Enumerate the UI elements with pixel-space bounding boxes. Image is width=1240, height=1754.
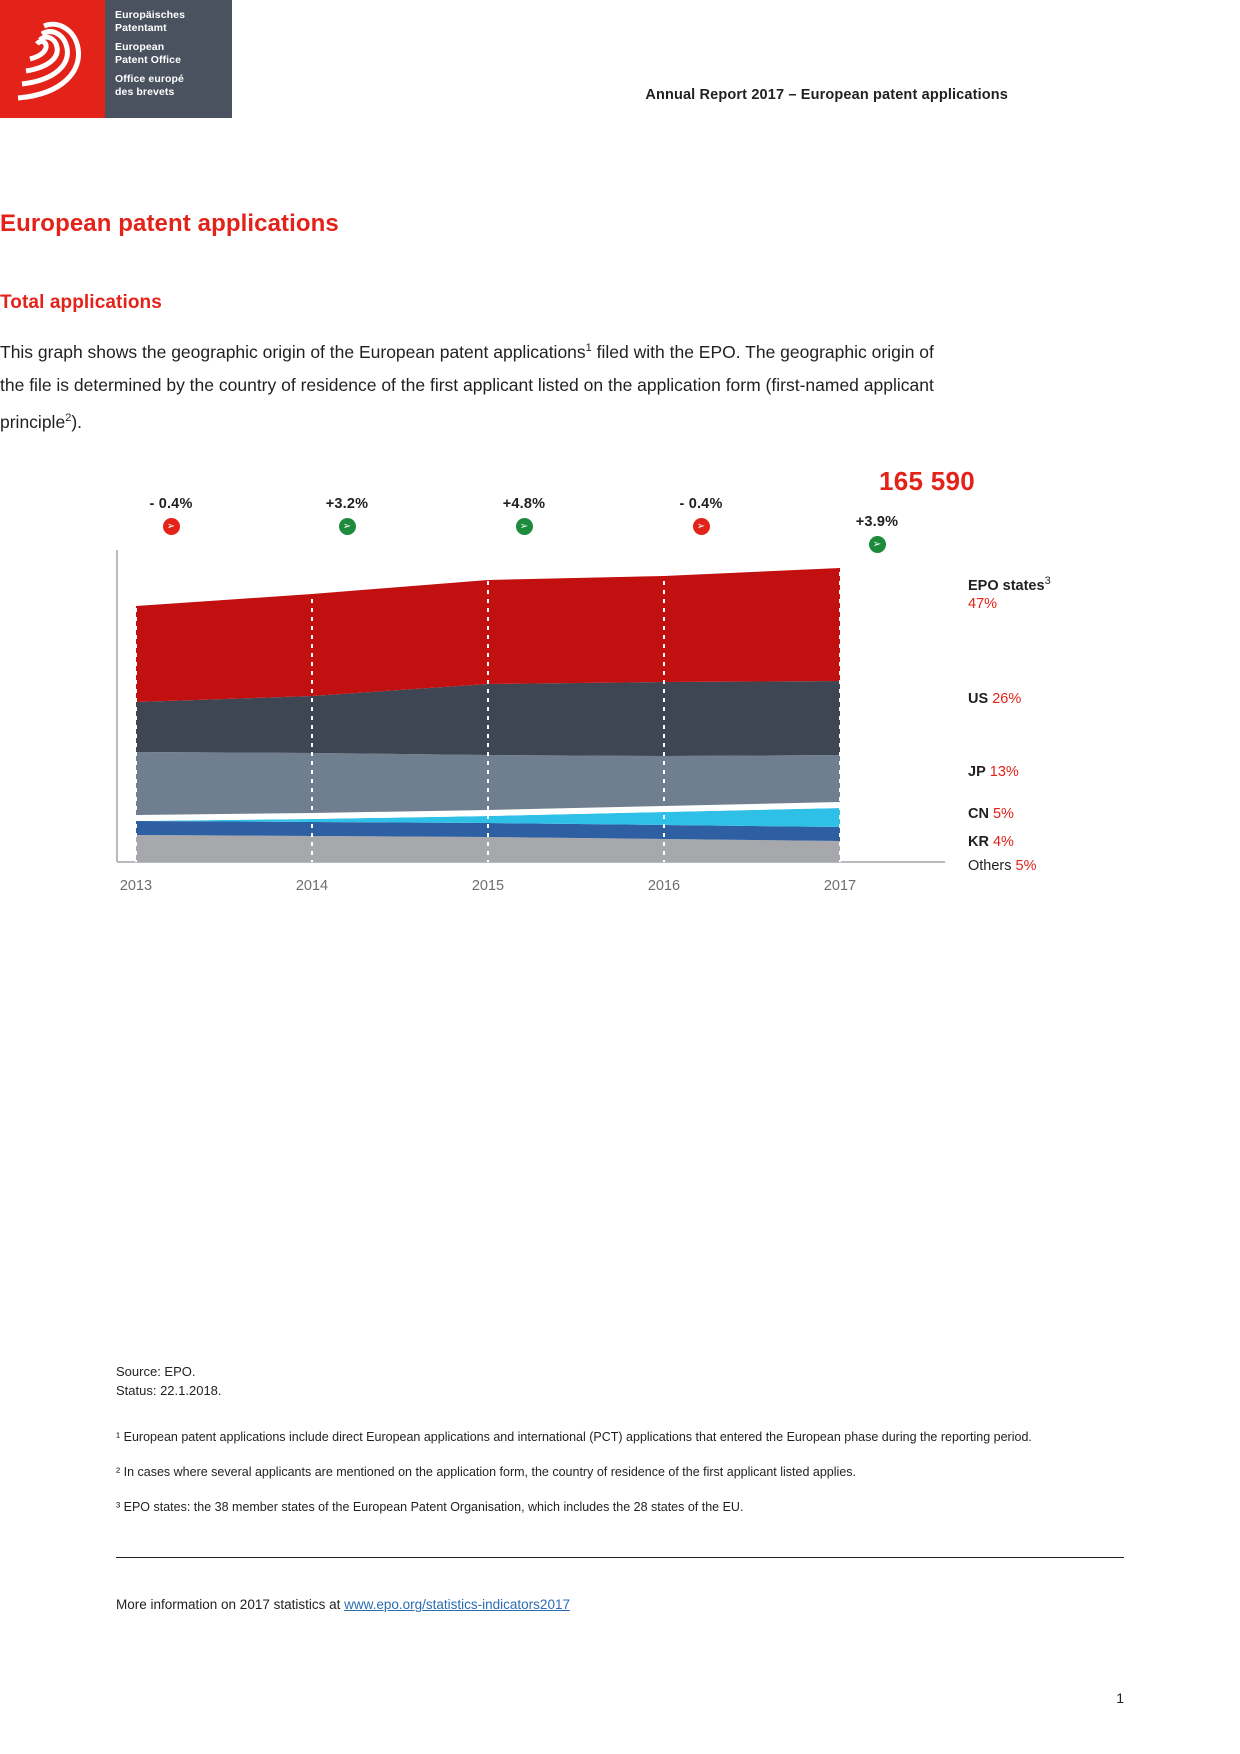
growth-2014	[287, 496, 407, 535]
legend-cn-share: 5%	[992, 806, 1014, 822]
legend-jp-share: 13%	[989, 764, 1019, 780]
x-tick-2016: 2016	[647, 878, 681, 894]
legend-kr	[968, 833, 1014, 851]
x-tick-2015: 2015	[471, 878, 505, 894]
statistics-link[interactable]: www.epo.org/statistics-indicators2017	[344, 1597, 570, 1612]
header-title: Annual Report 2017 – European patent applications	[645, 87, 1008, 103]
legend-others-name: Others	[968, 858, 1012, 874]
legend-kr-share: 4%	[992, 834, 1014, 850]
intro-text-3: ).	[71, 411, 83, 432]
chart-legend	[968, 550, 1148, 874]
footnotes-block	[116, 1428, 1096, 1533]
logo-line-fr-1: Office europé	[115, 73, 184, 85]
growth-2016-label: - 0.4%	[679, 496, 723, 512]
epo-swirl-icon	[12, 14, 92, 104]
footnote-3: ³ EPO states: the 38 member states of the European Patent Organisation, which includes the 28 states of the EU.	[116, 1500, 744, 1514]
more-info-line	[116, 1597, 570, 1612]
growth-2015-up-arrow-icon: ➢	[516, 518, 533, 535]
source-line: Source: EPO.	[116, 1364, 196, 1379]
legend-kr-name: KR	[968, 834, 989, 850]
legend-jp	[968, 763, 1019, 781]
intro-footnote-ref-1: 1	[585, 342, 592, 354]
logo-line-en-2: Patent Office	[115, 53, 182, 66]
x-tick-2013: 2013	[119, 878, 153, 894]
epo-logo	[0, 0, 232, 118]
growth-2017-up-arrow-icon: ➢	[869, 536, 886, 553]
page-number: 1	[1116, 1690, 1124, 1706]
footnote-2: ² In cases where several applicants are mentioned on the application form, the country of residence of the first applicant listed applies.	[116, 1465, 856, 1479]
growth-2017	[817, 514, 937, 553]
footnote-1: ¹ European patent applications include direct European applications and international (PCT) applications that entered the European phase during the reporting period.	[116, 1430, 1032, 1444]
legend-epo-states-name: EPO states	[968, 577, 1045, 594]
legend-epo-states	[968, 572, 1051, 613]
intro-text-1: This graph shows the geographic origin of the European patent applications	[0, 341, 586, 362]
legend-others	[968, 857, 1037, 875]
page-header	[0, 0, 1240, 118]
legend-cn-name: CN	[968, 806, 989, 822]
growth-2015-label: +4.8%	[502, 496, 546, 512]
growth-2013-label: - 0.4%	[149, 496, 193, 512]
growth-2013-down-arrow-icon: ➢	[163, 518, 180, 535]
growth-2017-label: +3.9%	[855, 514, 899, 530]
x-tick-2017: 2017	[823, 878, 857, 894]
section-title: Total applications	[0, 292, 162, 313]
legend-us-name: US	[968, 691, 989, 707]
legend-us	[968, 690, 1021, 708]
legend-others-share: 5%	[1015, 858, 1037, 874]
legend-cn	[968, 805, 1014, 823]
growth-2016-down-arrow-icon: ➢	[693, 518, 710, 535]
total-applications-value: 165 590	[878, 466, 976, 496]
growth-2015	[464, 496, 584, 535]
legend-us-share: 26%	[992, 691, 1022, 707]
chart-x-axis-labels	[116, 878, 1056, 898]
growth-2014-label: +3.2%	[325, 496, 369, 512]
growth-2014-up-arrow-icon: ➢	[339, 518, 356, 535]
chart-svg	[116, 550, 946, 870]
source-block	[116, 1362, 222, 1400]
applications-area-chart	[116, 466, 1056, 930]
footer-divider	[116, 1557, 1124, 1558]
legend-epo-states-share: 47%	[968, 595, 998, 612]
intro-paragraph	[0, 332, 960, 439]
legend-epo-states-footnote-ref: 3	[1044, 575, 1051, 587]
x-tick-2014: 2014	[295, 878, 329, 894]
logo-line-en-1: European	[115, 41, 165, 53]
epo-logo-wordmark	[105, 0, 232, 118]
growth-2013	[111, 496, 231, 535]
intro-text-2: filed with the EPO. The geographic origin of the file is determined by the country of residence of the first applicant listed on the application form (first-named applicant principle	[0, 341, 934, 432]
status-line: Status: 22.1.2018.	[116, 1383, 222, 1398]
intro-footnote-ref-2: 2	[65, 411, 72, 424]
epo-logo-mark	[0, 0, 105, 118]
more-info-text: More information on 2017 statistics at	[116, 1597, 345, 1612]
growth-2016	[641, 496, 761, 535]
page-title: European patent applications	[0, 210, 339, 237]
logo-line-fr-2: des brevets	[115, 85, 175, 98]
chart-plot-area	[116, 550, 1056, 870]
logo-line-de-2: Patentamt	[115, 21, 167, 34]
logo-line-de-1: Europäisches	[115, 9, 186, 21]
legend-jp-name: JP	[968, 764, 986, 780]
growth-indicator-row	[116, 490, 1056, 548]
